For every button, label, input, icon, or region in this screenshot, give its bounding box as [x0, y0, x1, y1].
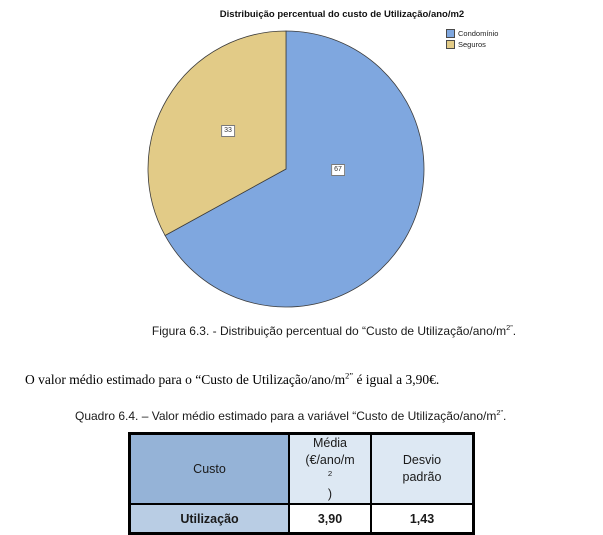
legend-item	[446, 39, 498, 50]
chart-legend	[446, 28, 498, 50]
legend-swatch-icon	[446, 29, 455, 38]
body-paragraph	[25, 372, 439, 388]
cell-desvio-value: 1,43	[371, 504, 474, 534]
legend-label: Condomínio	[458, 29, 499, 38]
header-cell-custo: Custo	[130, 434, 290, 505]
header-media-unit-close: )	[327, 487, 333, 501]
header-media-sup: 2	[327, 468, 333, 478]
header-media-line2	[290, 452, 370, 503]
table-caption-end: .	[502, 409, 507, 423]
legend-label: Seguros	[458, 40, 486, 49]
figure-caption-text: Figura 6.3. - Distribuição percentual do “Custo de Utilização/ano/m	[151, 324, 507, 338]
table-header-row	[130, 434, 474, 505]
figure-caption	[152, 324, 516, 338]
table-caption-sup: 2”	[496, 408, 503, 417]
body-paragraph-sup: 2”	[345, 371, 354, 381]
header-media-line1: Média	[312, 436, 348, 450]
pie-data-label: 67	[331, 164, 345, 176]
legend-swatch-icon	[446, 40, 455, 49]
figure-caption-sup: 2”	[506, 323, 513, 332]
header-cell-desvio	[371, 434, 474, 505]
cell-row-label: Utilização	[130, 504, 290, 534]
body-paragraph-end: é igual a 3,90€.	[353, 372, 440, 387]
header-cell-media	[289, 434, 371, 505]
chart-title: Distribuição percentual do custo de Utilização/ano/m2	[219, 9, 465, 20]
header-desvio-line2: padrão	[402, 470, 442, 484]
header-desvio-line1: Desvio	[402, 453, 442, 467]
table-caption-text: Quadro 6.4. – Valor médio estimado para a variável “Custo de Utilização/ano/m	[75, 409, 497, 423]
legend-item	[446, 28, 498, 39]
figure-caption-end: .	[512, 324, 517, 338]
pie-data-label: 33	[221, 125, 235, 137]
body-paragraph-text: O valor médio estimado para o “Custo de Utilização/ano/m	[25, 372, 346, 387]
header-media-unit: (€/ano/m	[305, 453, 355, 467]
table-row	[130, 504, 474, 534]
table-caption	[75, 409, 506, 423]
cell-media-value: 3,90	[289, 504, 371, 534]
cost-summary-table	[128, 432, 475, 535]
